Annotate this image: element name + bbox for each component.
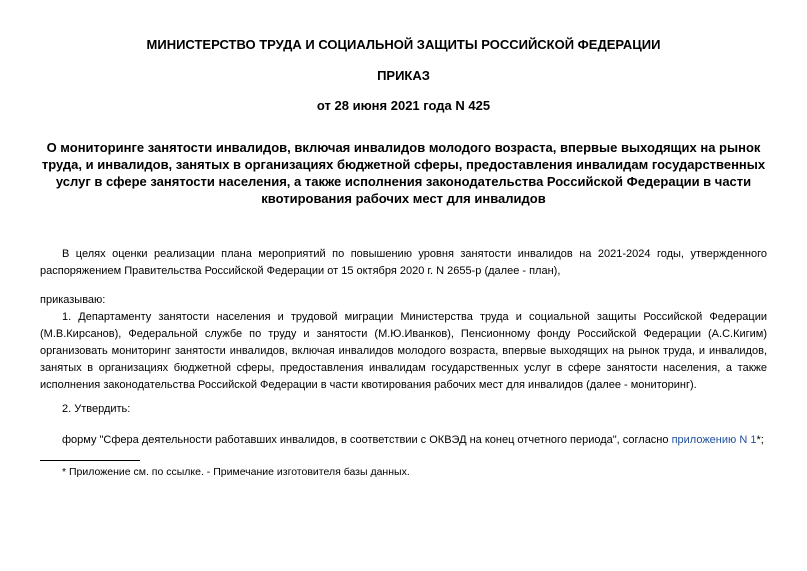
document-title: О мониторинге занятости инвалидов, включая инвалидов молодого возраста, впервые выходящих на рынок труда, и инвалидов, занятых в организациях бюджетной сферы, предоставления инвалидам государственных услуг в сфере занятости населения, а также исполнения законодательства Российской Федерации в части квотирования рабочих мест для инвалидов [41, 140, 766, 206]
document-date-number: от 28 июня 2021 года N 425 [316, 98, 491, 113]
intro-paragraph: В целях оценки реализации плана мероприятий по повышению уровня занятости инвалидов на 2021-2024 годы, утвержденного распоряжением Правительства Российской Федерации от 15 октября 2020 г. N 2655-р (далее - план), [40, 248, 767, 277]
ministry-heading: МИНИСТЕРСТВО ТРУДА И СОЦИАЛЬНОЙ ЗАЩИТЫ РОССИЙСКОЙ ФЕДЕРАЦИИ [146, 37, 661, 52]
item-2-paragraph: 2. Утвердить: [62, 403, 131, 415]
appendix-1-link[interactable]: приложению N 1 [671, 434, 757, 446]
footnote-text: * Приложение см. по ссылке. - Примечание изготовителя базы данных. [62, 466, 410, 478]
item-1-paragraph: 1. Департаменту занятости населения и трудовой миграции Министерства труда и социальной защиты Российской Федерации (М.В.Кирсанов), Федеральной службе по труду и занятости (М.Ю.Иванков), Пенсионному фонду Российской Федерации (А.С.Кигим) организовать мониторинг занятости инвалидов, включая инвалидов молодого возраста, впервые выходящих на рынок труда, и инвалидов, занятых в организациях бюджетной сферы, предоставления инвалидам государственных услуг в сфере занятости населения, а также исполнения законодательства Российской Федерации в части квотирования рабочих мест для инвалидов (далее - мониторинг). [40, 311, 767, 391]
footnote-divider [40, 460, 140, 461]
form-paragraph [40, 432, 767, 449]
form-text-after: *; [756, 434, 764, 446]
document-page [40, 0, 767, 571]
order-word: приказываю: [40, 294, 106, 306]
form-text-before: форму "Сфера деятельности работавших инвалидов, в соответствии с ОКВЭД на конец отчетного периода", согласно [62, 434, 672, 446]
document-type-heading: ПРИКАЗ [377, 68, 430, 83]
